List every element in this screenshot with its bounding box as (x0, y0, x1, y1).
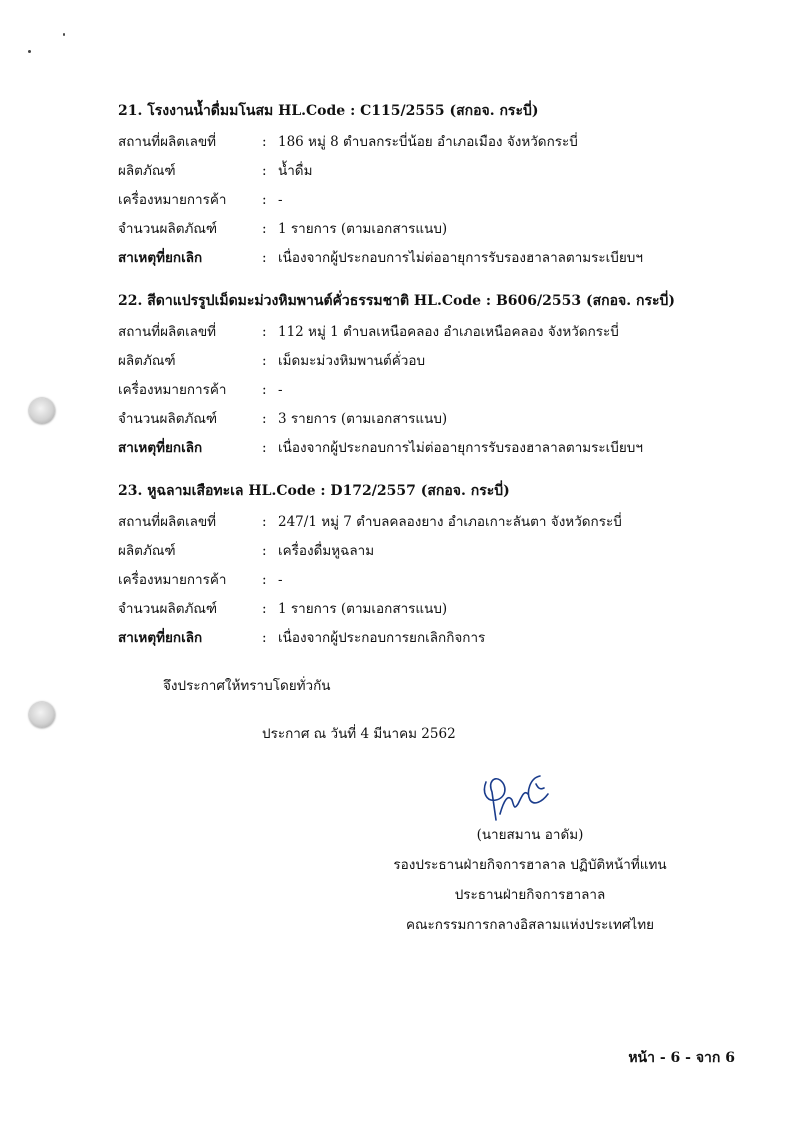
product-label: ผลิตภัณฑ์ (118, 163, 176, 179)
trademark-label: เครื่องหมายการค้า (118, 192, 227, 208)
trademark-row (118, 569, 758, 598)
trademark-row (118, 189, 758, 218)
reason-value: เนื่องจากผู้ประกอบการไม่ต่ออายุการรับรองฮาลาลตามระเบียบฯ (278, 250, 643, 266)
count-value: 3 รายการ (ตามเอกสารแนบ) (278, 411, 448, 427)
signer-title: ประธานฝ่ายกิจการฮาลาล (454, 887, 606, 903)
count-value: 1 รายการ (ตามเอกสารแนบ) (278, 221, 448, 237)
location-label: สถานที่ผลิตเลขที่ (118, 324, 217, 340)
reason-label: สาเหตุที่ยกเลิก (118, 440, 203, 456)
entry-title: 23. หูฉลามเสือทะเล HL.Code : D172/2557 (สกอจ. กระบี่) (118, 483, 510, 499)
location-label: สถานที่ผลิตเลขที่ (118, 134, 217, 150)
reason-row (118, 627, 758, 656)
trademark-value: - (278, 192, 283, 208)
colon: : (262, 440, 267, 456)
product-label: ผลิตภัณฑ์ (118, 543, 176, 559)
punch-hole-bottom (29, 702, 55, 728)
colon: : (262, 192, 267, 208)
colon: : (262, 411, 267, 427)
entry-title: 22. สีดาแปรรูปเม็ดมะม่วงหิมพานต์คั่วธรรมชาติ HL.Code : B606/2553 (สกอจ. กระบี่) (118, 293, 675, 309)
location-row (118, 511, 758, 540)
reason-row (118, 437, 758, 466)
count-label: จำนวนผลิตภัณฑ์ (118, 221, 218, 237)
colon: : (262, 572, 267, 588)
location-label: สถานที่ผลิตเลขที่ (118, 514, 217, 530)
entry-21 (118, 101, 758, 276)
colon: : (262, 630, 267, 646)
product-row (118, 350, 758, 379)
colon: : (262, 250, 267, 266)
speck-mark (28, 50, 31, 53)
signer-title: รองประธานฝ่ายกิจการฮาลาล ปฏิบัติหน้าที่แทน (393, 857, 667, 873)
location-value: 186 หมู่ 8 ตำบลกระบี่น้อย อำเภอเมือง จังหวัดกระบี่ (278, 134, 578, 150)
reason-label: สาเหตุที่ยกเลิก (118, 630, 203, 646)
colon: : (262, 134, 267, 150)
colon: : (262, 514, 267, 530)
handwritten-signature (478, 770, 554, 826)
location-row (118, 131, 758, 160)
page-number: หน้า - 6 - จาก 6 (628, 1050, 735, 1066)
trademark-value: - (278, 382, 283, 398)
location-value: 112 หมู่ 1 ตำบลเหนือคลอง อำเภอเหนือคลอง จังหวัดกระบี่ (278, 324, 619, 340)
product-value: น้ำดื่ม (278, 163, 313, 179)
entry-23 (118, 481, 758, 656)
signer-name: (นายสมาน อาดัม) (476, 827, 584, 843)
signer-organization: คณะกรรมการกลางอิสลามแห่งประเทศไทย (405, 917, 655, 933)
count-row (118, 408, 758, 437)
announcement-date: ประกาศ ณ วันที่ 4 มีนาคม 2562 (262, 726, 456, 742)
trademark-label: เครื่องหมายการค้า (118, 572, 227, 588)
reason-row (118, 247, 758, 276)
trademark-row (118, 379, 758, 408)
product-value: เม็ดมะม่วงหิมพานต์คั่วอบ (278, 353, 426, 369)
count-row (118, 598, 758, 627)
product-row (118, 160, 758, 189)
colon: : (262, 324, 267, 340)
colon: : (262, 163, 267, 179)
reason-label: สาเหตุที่ยกเลิก (118, 250, 203, 266)
entry-title: 21. โรงงานน้ำดื่มมโนสม HL.Code : C115/2555 (สกอจ. กระบี่) (118, 103, 539, 119)
speck-mark (63, 33, 65, 36)
colon: : (262, 543, 267, 559)
count-row (118, 218, 758, 247)
product-value: เครื่องดื่มหูฉลาม (278, 543, 375, 559)
location-value: 247/1 หมู่ 7 ตำบลคลองยาง อำเภอเกาะลันตา จังหวัดกระบี่ (278, 514, 622, 530)
colon: : (262, 382, 267, 398)
count-label: จำนวนผลิตภัณฑ์ (118, 601, 218, 617)
entry-22 (118, 291, 758, 466)
signature-block (380, 824, 680, 944)
trademark-value: - (278, 572, 283, 588)
colon: : (262, 601, 267, 617)
closing-statement: จึงประกาศให้ทราบโดยทั่วกัน (163, 678, 331, 694)
punch-hole-top (29, 398, 55, 424)
product-label: ผลิตภัณฑ์ (118, 353, 176, 369)
colon: : (262, 353, 267, 369)
reason-value: เนื่องจากผู้ประกอบการไม่ต่ออายุการรับรองฮาลาลตามระเบียบฯ (278, 440, 643, 456)
count-value: 1 รายการ (ตามเอกสารแนบ) (278, 601, 448, 617)
colon: : (262, 221, 267, 237)
product-row (118, 540, 758, 569)
trademark-label: เครื่องหมายการค้า (118, 382, 227, 398)
reason-value: เนื่องจากผู้ประกอบการยกเลิกกิจการ (278, 630, 486, 646)
count-label: จำนวนผลิตภัณฑ์ (118, 411, 218, 427)
location-row (118, 321, 758, 350)
